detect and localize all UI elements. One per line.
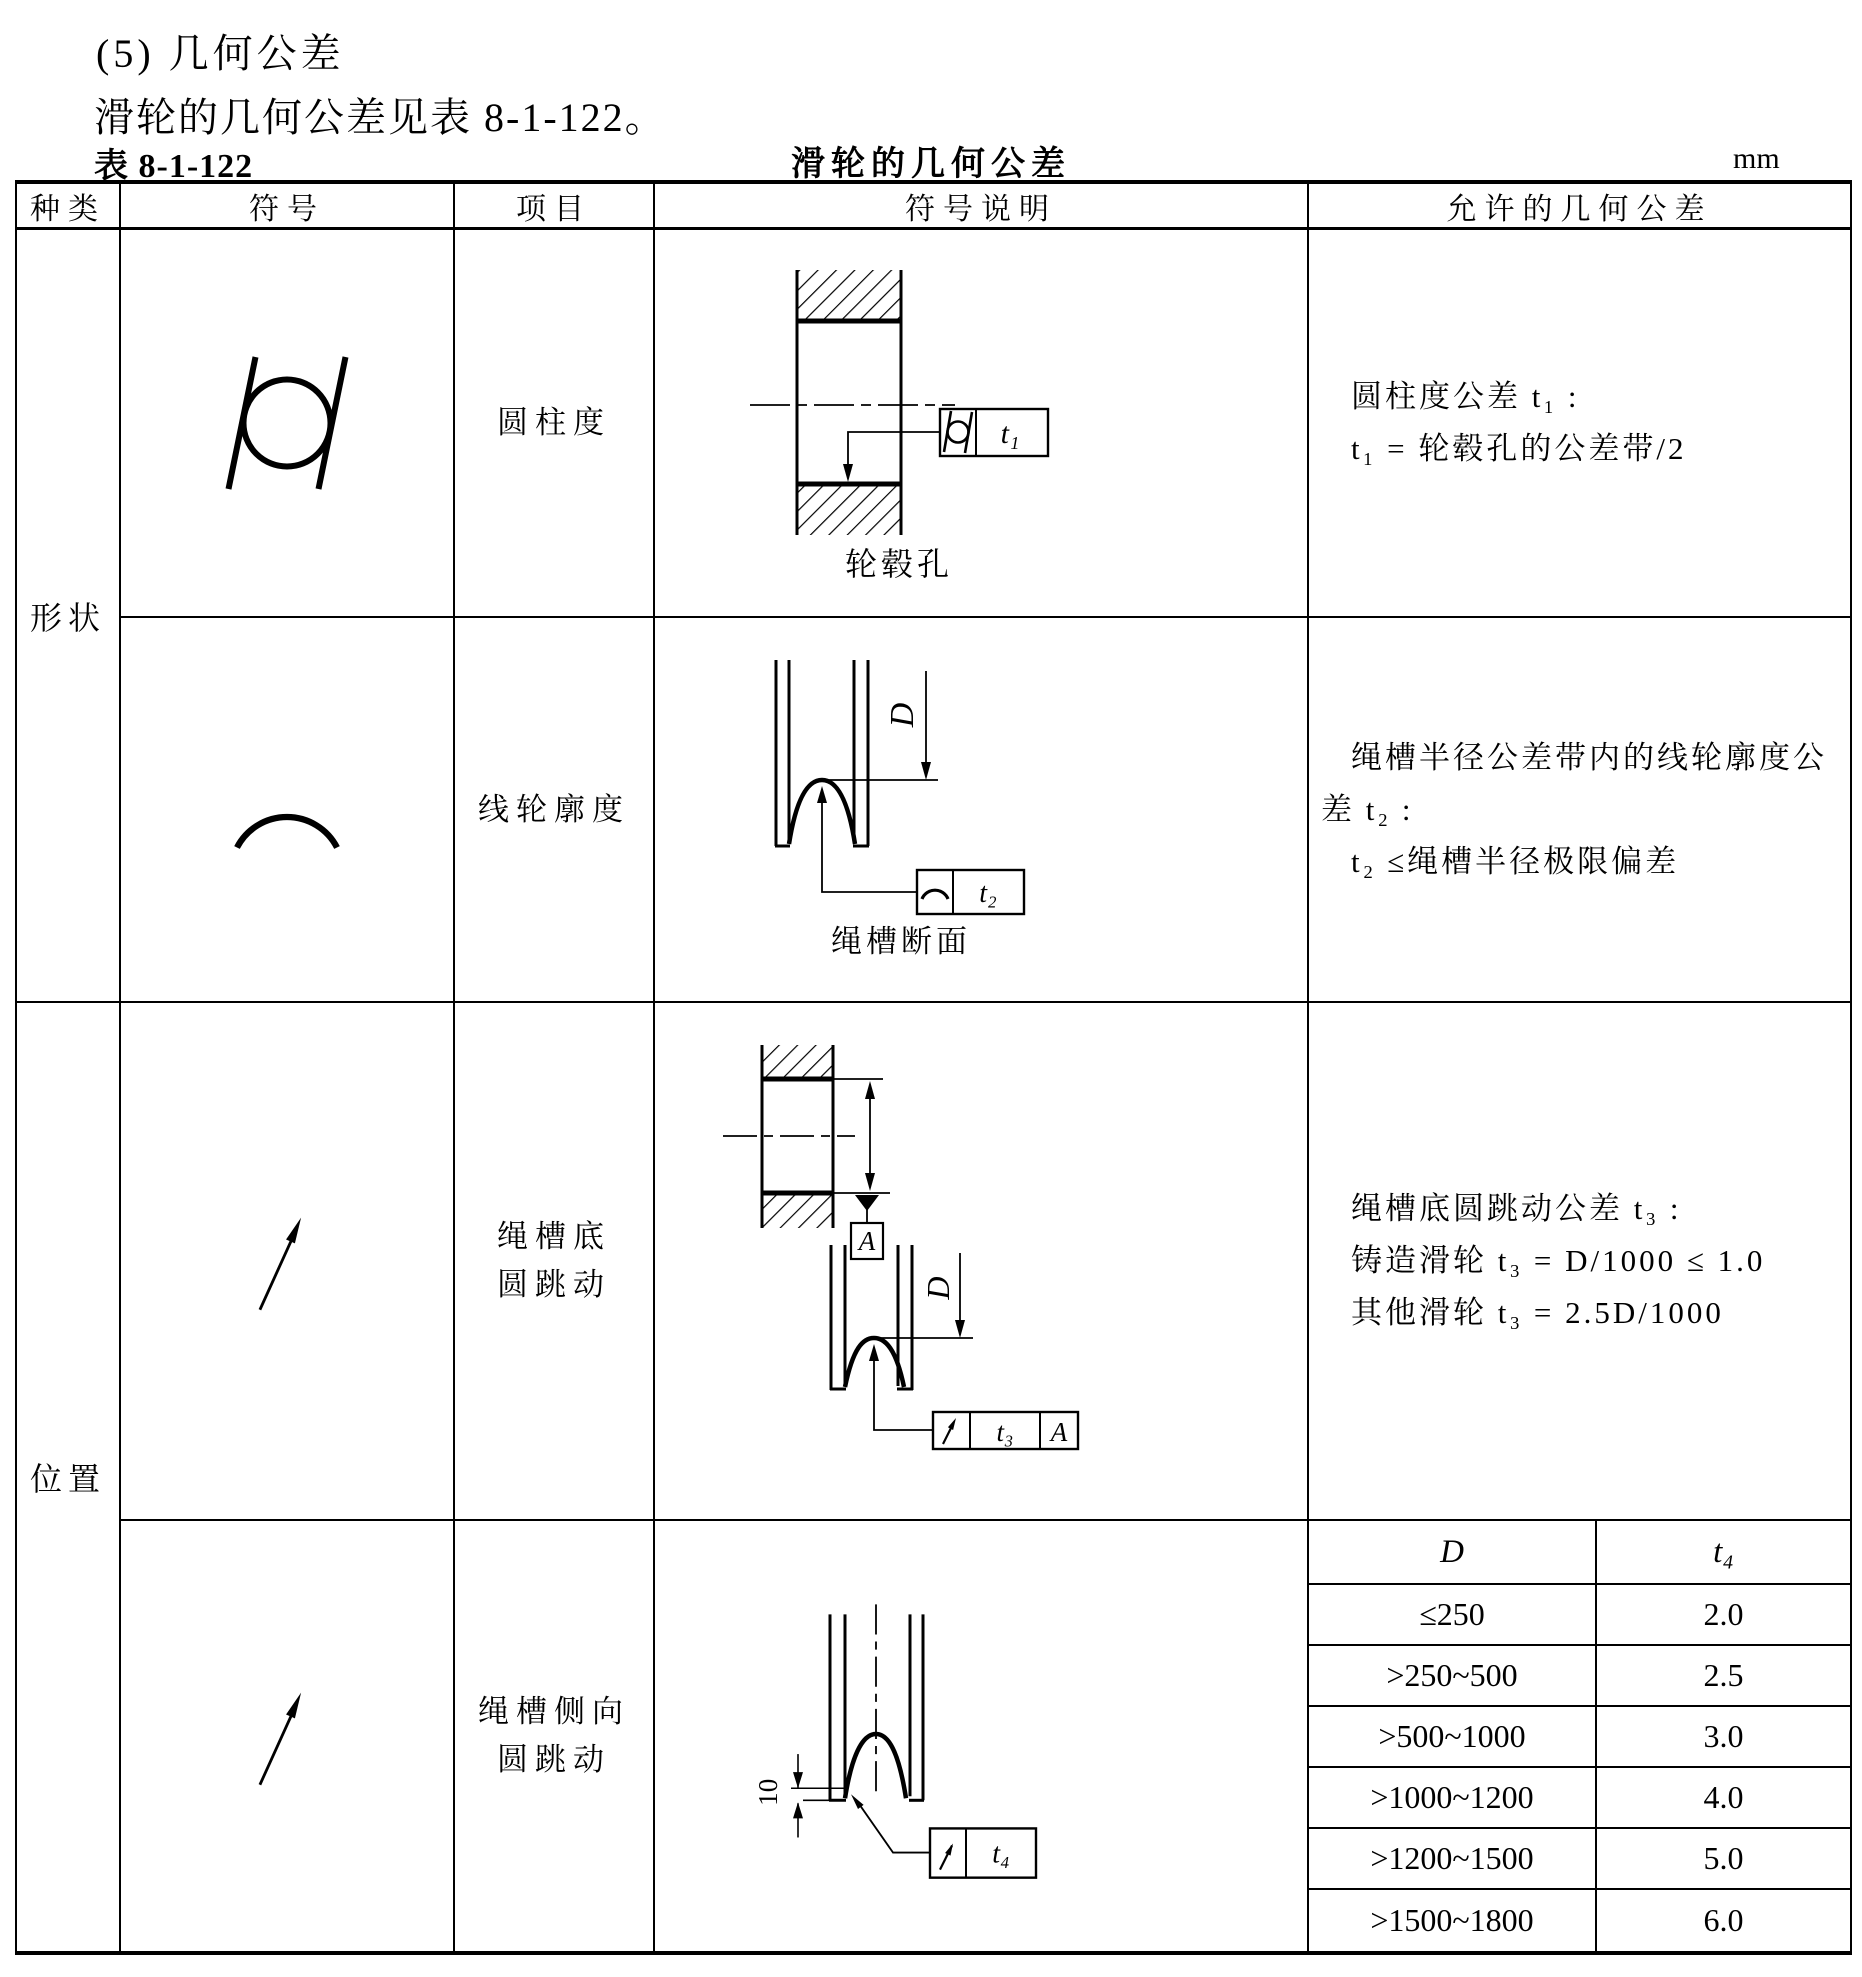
tolerance-line: 绳槽底圆跳动公差 t₃ : — [1351, 1191, 1682, 1226]
tolerance-line: 圆柱度公差 t₁ : — [1351, 379, 1580, 414]
tolerance-line: 铸造滑轮 t₃ = D/1000 ≤ 1.0 — [1351, 1243, 1766, 1278]
frame-value-t4: t₄ — [992, 1838, 1010, 1870]
groove-lateral-runout-diagram — [655, 1521, 1307, 1951]
tolerance-text-cylindricity — [1309, 230, 1850, 618]
diagram-label-groove-section: 绳槽断面 — [831, 924, 971, 959]
cylindricity-icon — [197, 333, 377, 513]
diagram-groove-section — [655, 618, 1309, 1003]
rope-groove-section-diagram — [655, 618, 1307, 1001]
subtable-d-range: >250~500 — [1309, 1646, 1597, 1707]
tolerance-text-line-profile — [1309, 618, 1850, 1003]
col-header-symbol: 符号 — [121, 184, 455, 230]
geometric-tolerance-table — [15, 180, 1852, 1955]
subtable-cell — [1309, 1521, 1850, 1951]
diagram-bottom-runout — [655, 1003, 1309, 1521]
frame-value-t2: t₂ — [979, 878, 997, 909]
hub-bore-diagram — [655, 230, 1307, 616]
unit-label: mm — [1733, 142, 1780, 175]
category-form: 形状 — [17, 230, 121, 1003]
subtable-t4-value: 4.0 — [1597, 1768, 1850, 1829]
item-line: 绳槽侧向 — [478, 1694, 630, 1729]
groove-bottom-runout-diagram — [655, 1003, 1307, 1519]
diagram-lateral-runout — [655, 1521, 1309, 1951]
diagram-hub-bore — [655, 230, 1309, 618]
subtable-d-range: >1500~1800 — [1309, 1890, 1597, 1951]
subtable-t4-value: 2.0 — [1597, 1585, 1850, 1646]
circular-runout-icon — [222, 1196, 352, 1326]
item-line: 圆跳动 — [497, 1267, 611, 1302]
table-number: 表 8-1-122 — [94, 148, 254, 185]
item-line: 圆跳动 — [497, 1742, 611, 1777]
circular-runout-icon — [222, 1671, 352, 1801]
item-groove-bottom-runout — [455, 1003, 655, 1521]
subtable-header-t4: t₄ — [1597, 1521, 1850, 1585]
col-header-kind: 种类 — [17, 184, 121, 230]
dim-label-D: D — [884, 702, 921, 728]
col-header-symbol-explanation: 符号说明 — [655, 184, 1309, 230]
item-line: 绳槽底 — [497, 1219, 611, 1254]
table-title: 滑轮的几何公差 — [791, 146, 1071, 183]
item-groove-lateral-runout — [455, 1521, 655, 1951]
tolerance-text-bottom-runout — [1309, 1003, 1850, 1521]
d-t4-subtable — [1309, 1521, 1850, 1951]
category-position: 位置 — [17, 1003, 121, 1951]
subtable-d-range: >1200~1500 — [1309, 1829, 1597, 1890]
col-header-item: 项目 — [455, 184, 655, 230]
subtable-t4-value: 3.0 — [1597, 1707, 1850, 1768]
frame-datum-A: A — [1050, 1417, 1068, 1447]
item-line-profile: 线轮廓度 — [455, 618, 655, 1003]
tolerance-line: 其他滑轮 t₃ = 2.5D/1000 — [1351, 1295, 1724, 1330]
frame-value-t1: t₁ — [1000, 417, 1020, 450]
intro-text: 滑轮的几何公差见表 8-1-122。 — [94, 95, 667, 140]
subtable-t4-value: 6.0 — [1703, 1902, 1744, 1938]
subtable-d-range: >1000~1200 — [1309, 1768, 1597, 1829]
subtable-d-range: ≤250 — [1309, 1585, 1597, 1646]
dim-label-D: D — [920, 1276, 956, 1300]
symbol-cell-cylindricity — [121, 230, 455, 618]
tolerance-line: 差 t₂ : — [1321, 791, 1414, 827]
subtable-header-D: D — [1309, 1521, 1597, 1585]
subtable-t4-value: 2.5 — [1597, 1646, 1850, 1707]
tolerance-line: 绳槽半径公差带内的线轮廓度公 — [1351, 739, 1827, 775]
tolerance-line: t₁ = 轮毂孔的公差带/2 — [1351, 431, 1687, 466]
section-heading: (5) 几何公差 — [96, 31, 345, 76]
subtable-t4-value: 5.0 — [1597, 1829, 1850, 1890]
tolerance-line: t₂ ≤绳槽半径极限偏差 — [1351, 843, 1680, 879]
dim-label-10: 10 — [753, 1778, 783, 1806]
symbol-cell-runout-bottom — [121, 1003, 455, 1521]
line-profile-icon — [212, 750, 362, 870]
col-header-allowed-tolerance: 允许的几何公差 — [1309, 184, 1850, 230]
symbol-cell-runout-lateral — [121, 1521, 455, 1951]
datum-label-A: A — [858, 1226, 876, 1256]
datum-triangle-icon — [855, 1195, 879, 1211]
diagram-label-hub-bore: 轮毂孔 — [844, 546, 954, 582]
item-cylindricity: 圆柱度 — [455, 230, 655, 618]
frame-value-t3: t₃ — [996, 1417, 1014, 1447]
symbol-cell-line-profile — [121, 618, 455, 1003]
subtable-d-range: >500~1000 — [1309, 1707, 1597, 1768]
